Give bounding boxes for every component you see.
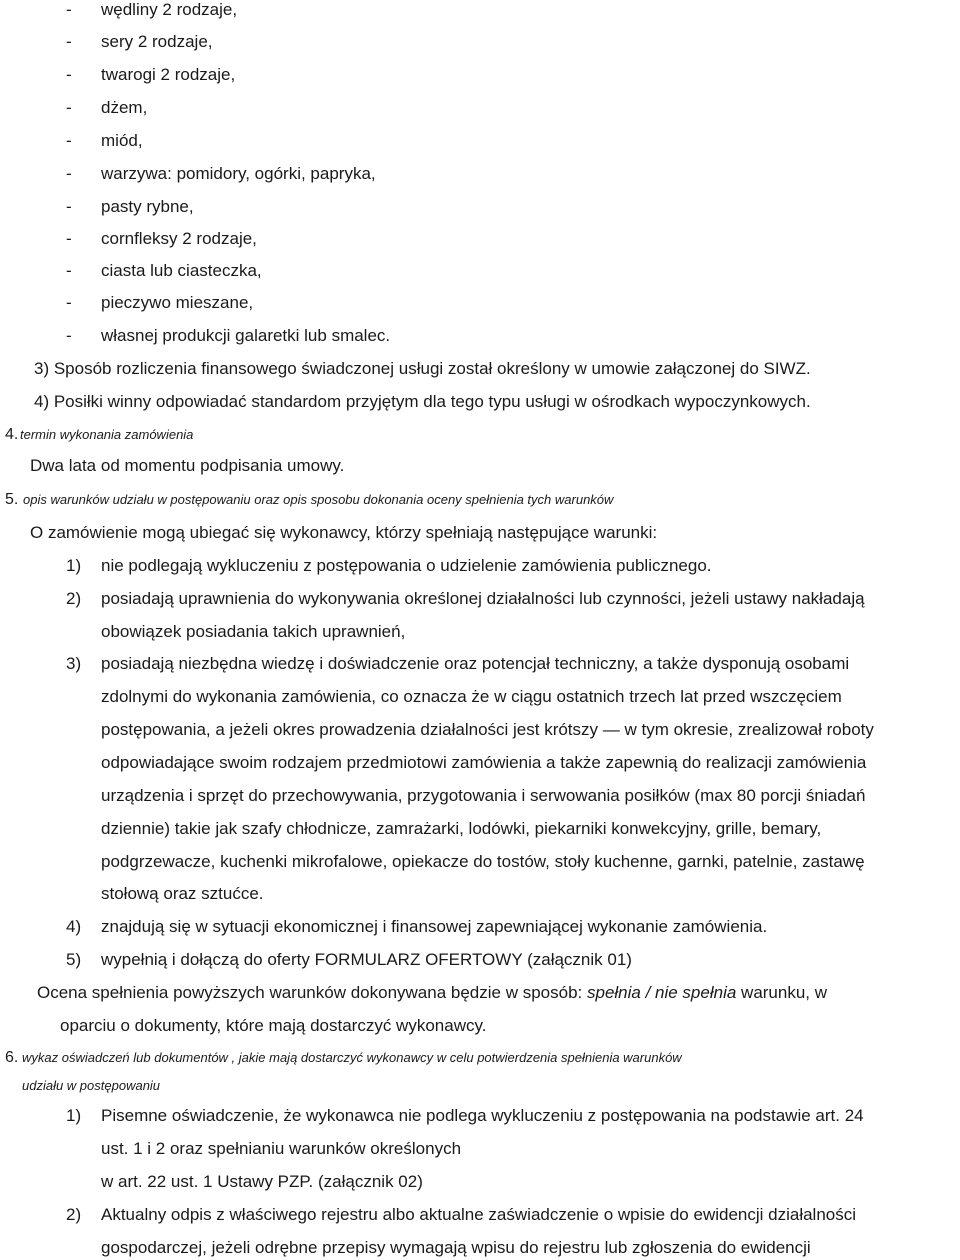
item-text: urządzenia i sprzęt do przechowywania, przygotowania i serwowania posiłków (max 80 porcji śniadań (101, 786, 866, 805)
item-text: ust. 1 i 2 oraz spełnianiu warunków określonych (101, 1139, 462, 1158)
item-number: 2) (66, 1205, 82, 1224)
item-text: Pisemne oświadczenie, że wykonawca nie podlega wykluczeniu z postępowania na podstawie art. 24 (101, 1106, 864, 1125)
assessment-text-line-2: oparciu o dokumenty, które mają dostarczyć wykonawcy. (60, 1016, 487, 1035)
point-4-text: 4) Posiłki winny odpowiadać standardom przyjętym dla tego typu usługi w ośrodkach wypoczynkowych. (34, 392, 811, 411)
item-number: 2) (66, 589, 82, 608)
item-text: nie podlegają wykluczeniu z postępowania o udzielenie zamówienia publicznego. (101, 556, 712, 575)
assessment-text-end: warunku, w (736, 983, 828, 1002)
section-intro: O zamówienie mogą ubiegać się wykonawcy, którzy spełniają następujące warunki: (30, 523, 658, 542)
item-text: podgrzewacze, kuchenki mikrofalowe, opiekacze do tostów, stoły kuchenne, garnki, patelnie, zastawę (101, 852, 865, 871)
item-text: znajdują się w sytuacji ekonomicznej i finansowej zapewniającej wykonanie zamówienia. (101, 917, 768, 936)
bullet-marker: - (66, 131, 72, 150)
item-text: zdolnymi do wykonania zamówienia, co oznacza że w ciągu ostatnich trzech lat przed wszczęciem (101, 687, 842, 706)
bullet-marker: - (66, 293, 72, 312)
item-text: wypełnią i dołączą do oferty FORMULARZ OFERTOWY (załącznik 01) (101, 950, 632, 969)
list-item-text: dżem, (101, 98, 148, 117)
list-item-text: cornfleksy 2 rodzaje, (101, 229, 257, 248)
item-text: posiadają niezbędna wiedzę i doświadczenie oraz potencjał techniczny, a także dysponują osobami (101, 654, 850, 673)
list-item-text: warzywa: pomidory, ogórki, papryka, (101, 164, 376, 183)
bullet-marker: - (66, 32, 72, 51)
item-number: 1) (66, 1106, 82, 1125)
item-text: w art. 22 ust. 1 Ustawy PZP. (załącznik 02) (101, 1172, 423, 1191)
bullet-marker: - (66, 164, 72, 183)
section-number: 6. (5, 1049, 19, 1066)
item-text: postępowania, a jeżeli okres prowadzenia działalności jest krótszy — w tym okresie, zrealizował roboty (101, 720, 874, 739)
assessment-text (37, 983, 827, 1003)
item-text: gospodarczej, jeżeli odrębne przepisy wymagają wpisu do rejestru lub zgłoszenia do ewidencji (101, 1238, 811, 1257)
bullet-marker: - (66, 326, 72, 345)
list-item-text: pasty rybne, (101, 197, 194, 216)
section-title: wykaz oświadczeń lub dokumentów , jakie mają dostarczyć wykonawcy w celu potwierdzenia spełnienia warunków (22, 1050, 682, 1065)
item-text: stołową oraz sztućce. (101, 884, 264, 903)
item-text: dziennie) takie jak szafy chłodnicze, zamrażarki, lodówki, piekarniki konwekcyjny, grille, bemary, (101, 819, 822, 838)
list-item-text: własnej produkcji galaretki lub smalec. (101, 326, 391, 345)
bullet-marker: - (66, 98, 72, 117)
section-number: 4. (5, 426, 19, 443)
item-text: obowiązek posiadania takich uprawnień, (101, 622, 406, 641)
bullet-marker: - (66, 65, 72, 84)
bullet-marker: - (66, 229, 72, 248)
section-title: termin wykonania zamówienia (20, 427, 194, 442)
point-3-text: 3) Sposób rozliczenia finansowego świadczonej usługi został określony w umowie załączonej do SIWZ. (34, 359, 811, 378)
bullet-marker: - (66, 197, 72, 216)
section-number: 5. (5, 491, 19, 508)
list-item-text: miód, (101, 131, 143, 150)
section-title-line-2: udziału w postępowaniu (22, 1078, 161, 1093)
item-number: 1) (66, 556, 82, 575)
list-item-text: pieczywo mieszane, (101, 293, 254, 312)
assessment-criteria: spełnia / nie spełnia (586, 983, 737, 1002)
item-number: 5) (66, 950, 82, 969)
bullet-marker: - (66, 261, 72, 280)
item-text: posiadają uprawnienia do wykonywania określonej działalności lub czynności, jeżeli ustawy nakładają (101, 589, 865, 608)
list-item-text: ciasta lub ciasteczka, (101, 261, 262, 280)
section-text: Dwa lata od momentu podpisania umowy. (30, 456, 345, 475)
bullet-marker: - (66, 0, 72, 19)
list-item-text: wędliny 2 rodzaje, (101, 0, 238, 19)
assessment-text-start: Ocena spełnienia powyższych warunków dokonywana będzie w sposób: (37, 983, 587, 1002)
list-item-text: sery 2 rodzaje, (101, 32, 213, 51)
list-item-text: twarogi 2 rodzaje, (101, 65, 236, 84)
item-number: 4) (66, 917, 82, 936)
item-text: odpowiadające swoim rodzajem przedmiotowi zamówienia a także zapewnią do realizacji zamówienia (101, 753, 867, 772)
section-title: opis warunków udziału w postępowaniu oraz opis sposobu dokonania oceny spełnienia tych warunków (23, 492, 614, 507)
item-text: Aktualny odpis z właściwego rejestru albo aktualne zaświadczenie o wpisie do ewidencji działalności (101, 1205, 857, 1224)
item-number: 3) (66, 654, 82, 673)
